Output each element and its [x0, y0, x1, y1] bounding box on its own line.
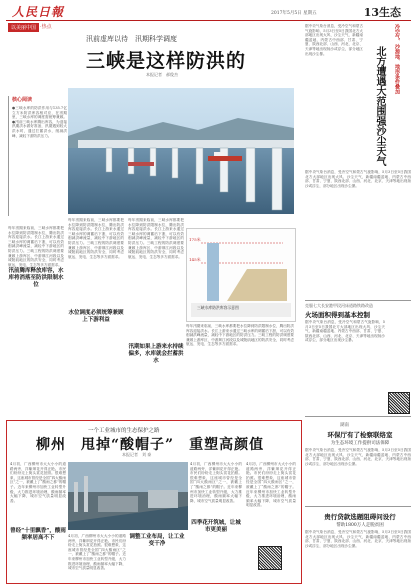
- liuzhou-column-3: 4月初，广西柳州市大大小小的道路两旁，洋紫荆花开得正艳。市民们纷纷走上街头赏花拍照。很难想象，这座城市曾经是全国“四大酸雨区”之一，被戴上了“酸雨之都”的帽子。近年来柳州市加快工业转型升级，大力推进环境治理，酸雨频率大幅下降，城市空气质量明显改善。: [190, 462, 242, 503]
- issue-date: 2017年5月5日 星期五: [271, 11, 317, 16]
- item3-kicker: 湖南: [340, 423, 349, 428]
- right-headline: 北方遭遇大范围强沙尘天气: [374, 46, 385, 166]
- liuzhou-headline: 柳州 甩掉“酸帽子” 重塑高颜值: [36, 437, 265, 453]
- item2-title: 火场面积得到基本控制: [305, 311, 370, 319]
- item4-text: 据中央气象台消息，受冷空气和蒙古气旋影响，5月3日至5日我国北方大部地区出现大风、沙尘天气，新疆南疆盆地、内蒙古中西部、甘肃、宁夏、陕西北部、山西、河北、北京、天津等地出现扬沙或浮尘，部分地区出现沙尘暴。: [305, 530, 411, 548]
- section-tag: 以美丽中国: [8, 23, 39, 32]
- diagram-label-175: 175米: [189, 237, 201, 242]
- liuzhou-column-4: 4月初，广西柳州市大大小小的道路两旁，洋紫荆花开得正艳。市民们纷纷走上街头赏花拍照。很难想象，这座城市曾经是全国“四大酸雨区”之一，被戴上了“酸雨之都”的帽子。近年来柳州市加快工业转型升级，大力推进环境治理，酸雨频率大幅下降，城市空气质量明显改善。: [246, 462, 296, 508]
- core-reading-box: [8, 96, 67, 216]
- column-2-text: 每年汛期来临前，三峡水库都要把水位降到防洪限制水位，腾出防洪库容迎接洪水。长江上游来水通过三峡水库的调蓄后下泄，可以有效削减洪峰流量，减轻中下游地区的防洪压力。三峡工程的防洪调度要兼顾上游库区、中游荆江河段以及城陵矶地区的防洪安全，同时考虑航运、发电、生态等多方面需求。: [68, 218, 124, 259]
- main-headline: 三峡是这样防洪的: [86, 50, 247, 72]
- qr-code-icon: [258, 546, 282, 570]
- right-subhead: 冷空气、沙源地、地形条件叠加: [394, 24, 400, 94]
- right-column-body: 据中央气象台消息，受冷空气和蒙古气旋影响，5月3日至5日我国北方大部地区出现大风、沙尘天气，新疆南疆盆地、内蒙古中西部、甘肃、宁夏、陕西北部、山西、河北、北京、天津等地出现扬沙或浮尘，部分地区出现沙尘暴。: [305, 170, 411, 188]
- liuzhou-subhead-2: 调整工业布局，让工业变干净: [129, 534, 185, 547]
- liuzhou-subhead-1: 曾经“十里飘香”，酸雨频率居高不下: [10, 528, 66, 541]
- right-divider-1: [305, 300, 411, 301]
- item2-text: 据中央气象台消息，受冷空气和蒙古气旋影响，5月3日至5日我国北方大部地区出现大风、沙尘天气，新疆南疆盆地、内蒙古中西部、甘肃、宁夏、陕西北部、山西、河北、北京、天津等地出现扬沙或浮尘，部分地区出现沙尘暴。: [305, 320, 385, 343]
- liuzhou-factory-photo: [68, 462, 188, 530]
- diagram-caption: 三峡水库防洪库容示意图: [197, 305, 239, 310]
- column-1-text: 每年汛期来临前，三峡水库都要把水位降到防洪限制水位，腾出防洪库容迎接洪水。长江上游来水通过三峡水库的调蓄后下泄，可以有效削减洪峰流量，减轻中下游地区的防洪压力。三峡工程的防洪调度要兼顾上游库区、中游荆江河段以及城陵矶地区的防洪安全，同时考虑航运、发电、生态等多方面需求。: [8, 226, 64, 267]
- main-byline: 本报记者 郝俊杰: [146, 72, 178, 77]
- diagram-label-145: 145米: [189, 257, 201, 262]
- item3-title: 环保厅有了检察联络室: [327, 431, 393, 439]
- column-4-text: 每年汛期来临前，三峡水库都要把水位降到防洪限制水位，腾出防洪库容迎接洪水。长江上游来水通过三峡水库的调蓄后下泄，可以有效削减洪峰流量，减轻中下游地区的防洪压力。三峡工程的防洪调度要兼顾上游库区、中游荆江河段以及城陵矶地区的防洪安全，同时考虑航运、发电、生态等多方面需求。: [186, 324, 294, 347]
- masthead: [6, 2, 411, 21]
- liuzhou-subhead-3: 四季花开筑城，让城市更美丽: [191, 520, 241, 533]
- three-gorges-dam-photo: [68, 88, 294, 214]
- item4-title: 贵行贷款选题阻碍问设行: [324, 513, 396, 521]
- liuzhou-column-1: 4月初，广西柳州市大大小小的道路两旁，洋紫荆花开得正艳。市民们纷纷走上街头赏花拍照。很难想象，这座城市曾经是全国“四大酸雨区”之一，被戴上了“酸雨之都”的帽子。近年来柳州市加快工业转型升级，大力推进环境治理，酸雨频率大幅下降，城市空气质量明显改善。: [10, 462, 66, 503]
- item3-text: 据中央气象台消息，受冷空气和蒙古气旋影响，5月3日至5日我国北方大部地区出现大风、沙尘天气，新疆南疆盆地、内蒙古中西部、甘肃、宁夏、陕西北部、山西、河北、北京、天津等地出现扬沙或浮尘，部分地区出现沙尘暴。: [305, 448, 411, 466]
- right-divider-3: [305, 506, 411, 507]
- item3-subtitle: 为生态环境工作提供司法保障: [330, 441, 390, 446]
- section-tag-suffix: ·热点: [40, 24, 52, 30]
- qr-code-icon: [388, 392, 410, 414]
- main-kicker: 汛前虚库以待 汛期科学调度: [86, 35, 177, 43]
- newspaper-logo: 人民日報: [12, 5, 65, 19]
- reservoir-diagram: [186, 228, 296, 322]
- subhead-1: 汛前腾库释放库容，水库将消落至防洪限制水位: [8, 268, 64, 288]
- right-column-text: 据中央气象台消息，受冷空气和蒙古气旋影响，5月3日至5日我国北方大部地区出现大风、沙尘天气，新疆南疆盆地、内蒙古中西部、甘肃、宁夏、陕西北部、山西、河北、北京、天津等地出现扬沙或浮尘，部分地区出现沙尘暴。: [305, 24, 363, 56]
- subhead-2: 水位调度必须统筹兼顾上下游利益: [68, 310, 124, 323]
- item4-subtitle: 帮助1800万人走脱贫困: [336, 523, 384, 528]
- subhead-3: 汛期如果上游来水持续偏多，水库就会拦蓄洪水: [128, 344, 184, 364]
- page-number: 13生态: [363, 6, 401, 19]
- liuzhou-kicker: 一个工业城市的生态保护之路: [88, 428, 160, 434]
- core-reading-title: 核心阅读: [12, 97, 33, 103]
- core-reading-text: ●三峡水库的防洪作用与135.7亿立方米防洪库容相对应，在汛期里，三峡水库的调度需统筹兼顾。●汛前三峡水库腾出库容，为迎接汛期洪水做好准备，汛期遇到较大洪水时，通过拦蓄洪水，削减洪峰，减轻下游防洪压力。: [12, 106, 67, 138]
- column-3-text: 每年汛期来临前，三峡水库都要把水位降到防洪限制水位，腾出防洪库容迎接洪水。长江上游来水通过三峡水库的调蓄后下泄，可以有效削减洪峰流量，减轻中下游地区的防洪压力。三峡工程的防洪调度要兼顾上游库区、中游荆江河段以及城陵矶地区的防洪安全，同时考虑航运、发电、生态等多方面需求。: [128, 218, 184, 259]
- liuzhou-byline: 本报记者 刘 泰: [122, 452, 152, 457]
- liuzhou-column-2: 4月初，广西柳州市大大小小的道路两旁，洋紫荆花开得正艳。市民们纷纷走上街头赏花拍照。很难想象，这座城市曾经是全国“四大酸雨区”之一，被戴上了“酸雨之都”的帽子。近年来柳州市加快工业转型升级，大力推进环境治理，酸雨频率大幅下降，城市空气质量明显改善。: [68, 534, 126, 571]
- right-divider-2: [305, 416, 411, 417]
- item2-kicker: 克服七大长安港甲段河床道路铁路改造: [305, 303, 373, 308]
